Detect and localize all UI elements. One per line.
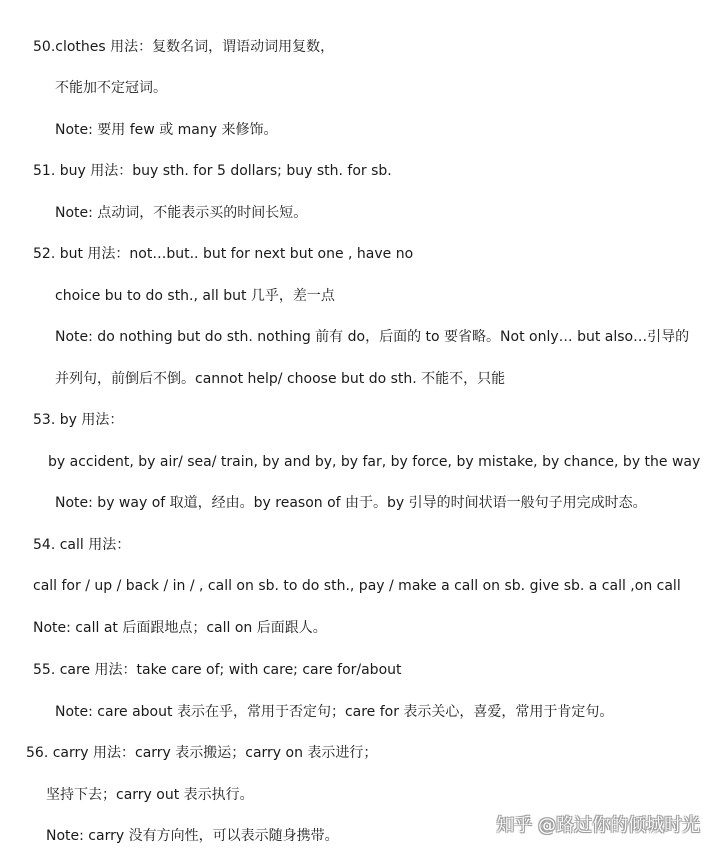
entry-54-usage: call for / up / back / in / , call on sb. to do sth., pay / make a call on sb. give sb. a call ,on call	[33, 578, 681, 594]
entry-55-heading: 55. care 用法：take care of; with care; care for/about	[33, 662, 402, 678]
entry-50-continuation: 不能加不定冠词。	[55, 80, 167, 96]
entry-52-note: Note: do nothing but do sth. nothing 前有 do，后面的 to 要省略。Not only… but also…引导的	[55, 329, 690, 345]
entry-50-heading: 50.clothes 用法：复数名词，谓语动词用复数，	[33, 39, 335, 55]
entry-52-note-continuation: 并列句，前倒后不倒。cannot help/ choose but do sth. 不能不，只能	[55, 371, 506, 387]
entry-52-continuation: choice bu to do sth., all but 几乎，差一点	[55, 288, 335, 304]
entry-54-note: Note: call at 后面跟地点；call on 后面跟人。	[33, 620, 327, 636]
entry-53-usage: by accident, by air/ sea/ train, by and by, by far, by force, by mistake, by chance, by the way	[48, 454, 701, 470]
entry-53-note: Note: by way of 取道，经由。by reason of 由于。by 引导的时间状语一般句子用完成时态。	[55, 495, 647, 511]
entry-51-heading: 51. buy 用法：buy sth. for 5 dollars; buy sth. for sb.	[33, 163, 392, 179]
entry-52-heading: 52. but 用法：not…but.. but for next but one , have no	[33, 246, 414, 262]
entry-54-heading: 54. call 用法：	[33, 537, 131, 553]
zhihu-watermark: 知乎 @路过你的倾城时光	[496, 815, 700, 836]
entry-56-note: Note: carry 没有方向性，可以表示随身携带。	[46, 828, 339, 844]
entry-51-note: Note: 点动词，不能表示买的时间长短。	[55, 205, 308, 221]
entry-56-heading: 56. carry 用法：carry 表示搬运；carry on 表示进行；	[26, 745, 378, 761]
entry-56-continuation: 坚持下去；carry out 表示执行。	[46, 787, 254, 803]
entry-55-note: Note: care about 表示在乎，常用于否定句；care for 表示关心，喜爱，常用于肯定句。	[55, 704, 614, 720]
entry-50-note: Note: 要用 few 或 many 来修饰。	[55, 122, 278, 138]
entry-53-heading: 53. by 用法：	[33, 412, 124, 428]
